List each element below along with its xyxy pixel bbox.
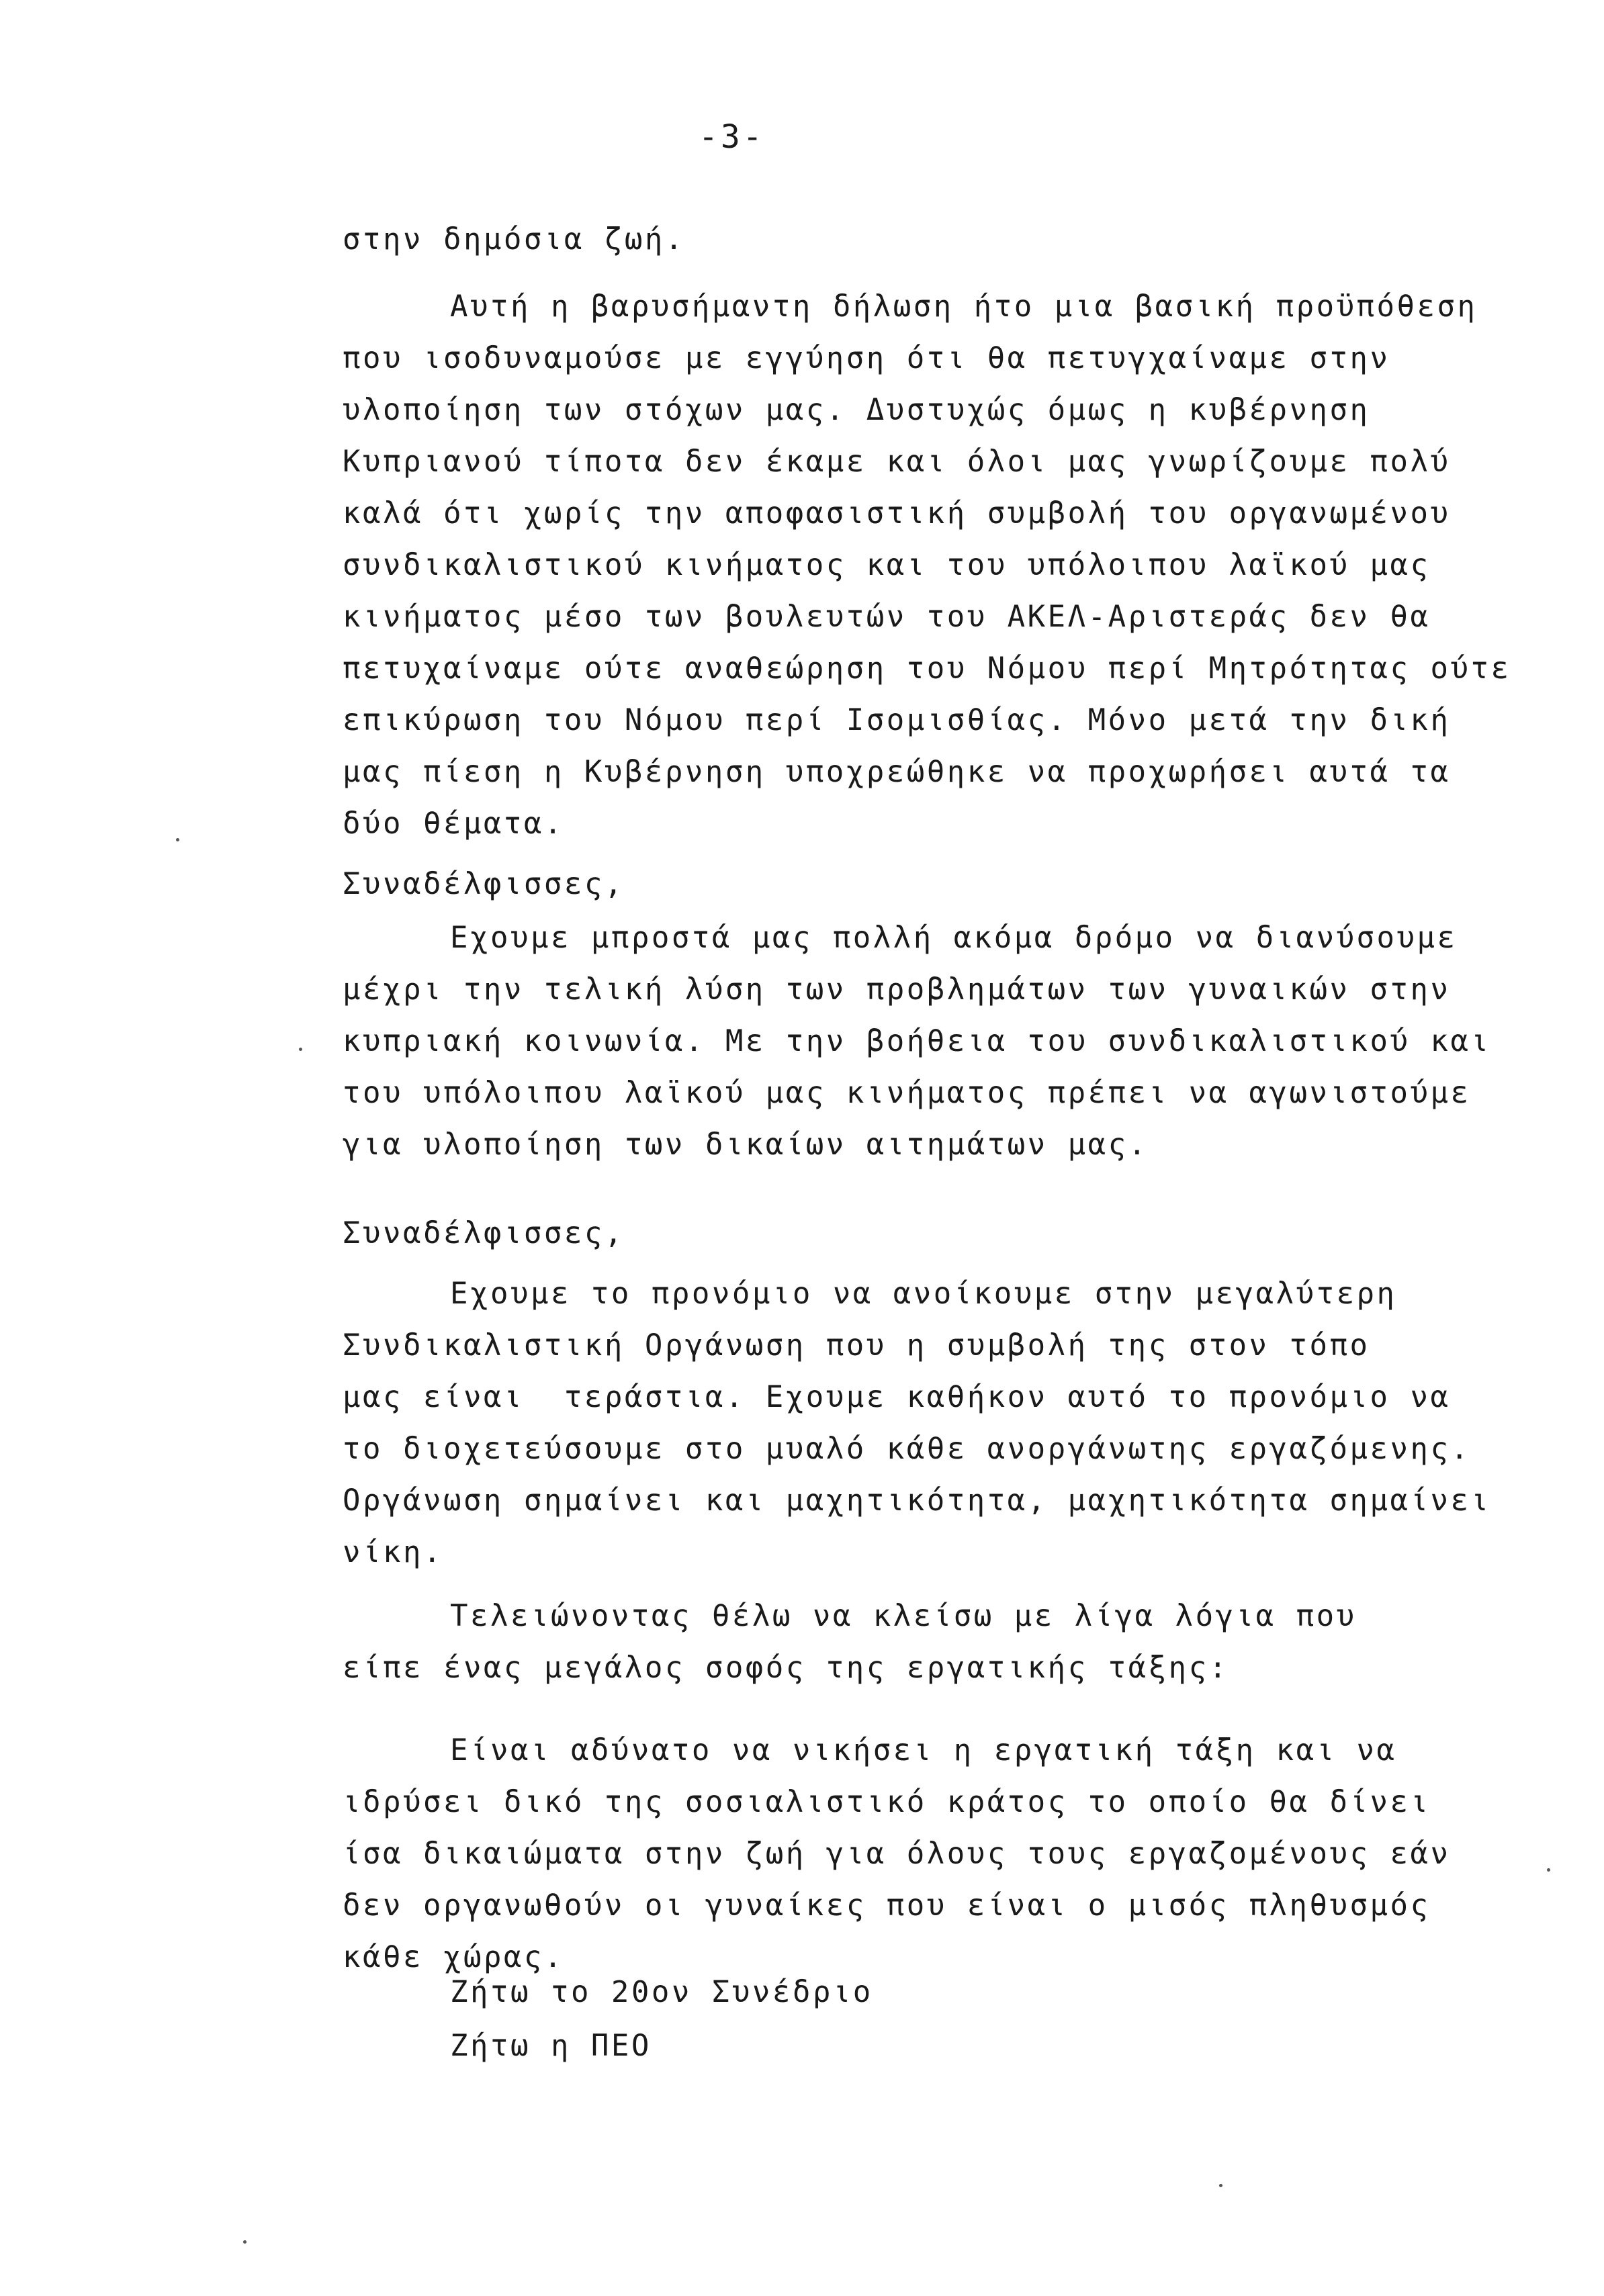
paragraph-continuation: στην δημόσια ζωή. [343,222,685,257]
paragraph-road-ahead: Εχουμε μπροστά μας πολλή ακόμα δρόμο να διανύσουμε μέχρι την τελική λύση των προβλημάτων των γυναικών στην κυπριακή κοινωνία. Με την βοήθεια του συνδικαλιστικού και του υπόλοιπου λαϊκού μας κινήματος πρέπει να αγωνιστούμε για υλοποίηση των δικαίων αιτημάτων μας. [343,921,1491,1162]
scan-speck [176,838,179,841]
paragraph-privilege: Εχουμε το προνόμιο να ανοίκουμε στην μεγαλύτερη Συνδικαλιστική Οργάνωση που η συμβολή της στον τόπο μας είναι τεράστια. Εχουμε καθήκον αυτό το προνόμιο να το διοχετεύσουμε στο μυαλό κάθε ανοργάνωτης εργαζόμενης. Οργάνωση σημαίνει και μαχητικότητα, μαχητικότητα σημαίνει νίκη. [343,1277,1491,1569]
scan-speck [299,1048,302,1051]
salutation: Συναδέλφισσες, [343,1216,625,1250]
closing-cheer: Ζήτω η ΠΕΟ [450,2029,652,2063]
paragraph-closing-intro: Τελειώνοντας θέλω να κλείσω με λίγα λόγια που είπε ένας μεγάλος σοφός της εργατικής τάξης: [343,1599,1357,1685]
page-number: -3- [699,118,765,156]
paragraph-quote: Είναι αδύνατο να νικήσει η εργατική τάξη και να ιδρύσει δικό της σοσιαλιστικό κράτος το οποίο θα δίνει ίσα δικαιώματα στην ζωή για όλους τους εργαζομένους εάν δεν οργανωθούν οι γυναίκες που είναι ο μισός πληθυσμός κάθε χώρας. [343,1733,1451,1974]
closing-cheer: Ζήτω το 20ον Συνέδριο [450,1975,873,2009]
salutation: Συναδέλφισσες, [343,867,625,901]
scan-speck [1219,2184,1222,2187]
scan-speck [1547,1868,1550,1872]
scan-speck [243,2240,247,2244]
paragraph-declaration: Αυτή η βαρυσήμαντη δήλωση ήτο μια βασική προϋπόθεση που ισοδυναμούσε με εγγύηση ότι θα πετυγχαίναμε στην υλοποίηση των στόχων μας. Δυστυχώς όμως η κυβέρνηση Κυπριανού τίποτα δεν έκαμε και όλοι μας γνωρίζουμε πολύ καλά ότι χωρίς την αποφασιστική συμβολή του οργανωμένου συνδικαλιστικού κινήματος και του υπόλοιπου λαϊκού μας κινήματος μέσο των βουλευτών του ΑΚΕΛ-Αριστεράς δεν θα πετυχαίναμε ούτε αναθεώρηση του Νόμου περί Μητρότητας ούτε επικύρωση του Νόμου περί Ισομισθίας. Μόνο μετά την δική μας πίεση η Κυβέρνηση υποχρεώθηκε να προχωρήσει αυτά τα δύο θέματα. [343,289,1511,841]
